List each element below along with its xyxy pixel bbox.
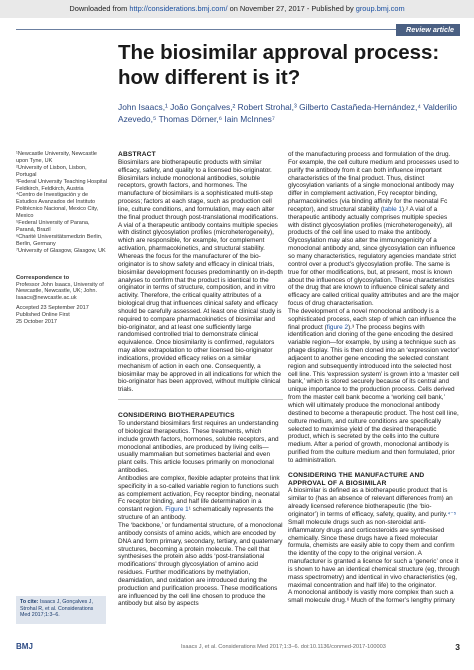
- paragraph: The ‘backbone,’ or fundamental structure, of a monoclonal antibody consists of amino acids, which are encoded by DNA and form primary, secondary, tertiary, and quaternary structures, becoming a protein molecule. The cell that synthesises the protein also adds ‘post-translational modifications’ through glycosylation of amino acid residues. Further modifications by methylation, deamidation, and oxidation are introduced during the production and purification process. These modifications are influenced by the cell line chosen to produce the antibody but also by aspects: [118, 521, 283, 608]
- download-middle: on November 27, 2017 - Published by: [227, 4, 356, 13]
- page-number: 3: [455, 642, 460, 652]
- paragraph-text: ).³ The process begins with identification and cloning of the gene encoding the desired variable region—for example, by using a technique such as phage display. This is then cloned into an ‘expression vector’ adjacent to another gene encoding the selected constant region and subsequently introduced into the selected host cell line. This ‘expression system’ is grown into a ‘master cell bank,’ which is stored securely because of its central and unique importance to the production process. Cells derived from the master cell bank become a ‘working cell bank,’ which will ultimately produce the monoclonal antibody destined to become a therapeutic product. The host cell line, culture medium, and culture conditions are specifically selected to maximise yield of the desired therapeutic product, which is secreted by the cells into the culture medium. After a period of growth, monoclonal antibody is purified from the culture medium and then formulated, prior to administration.: [288, 323, 460, 464]
- publisher-link[interactable]: group.bmj.com: [355, 4, 405, 13]
- paragraph: [118, 475, 283, 522]
- cite-text: Isaacs J, Gonçalves J, Strohal R, et al. Considerations Med 2017;1:3–6.: [20, 599, 94, 619]
- paragraph: [288, 151, 460, 237]
- section-heading-biotherapeutics: CONSIDERING BIOTHERAPEUTICS: [118, 412, 235, 420]
- left-column: [118, 151, 283, 608]
- paragraph: [288, 308, 460, 465]
- correspondence-heading: Correspondence to: [16, 274, 70, 281]
- right-column: [288, 151, 460, 605]
- paragraph: To understand biosimilars first requires an understanding of biological therapeutics. These treatments, which include growth factors, hormones, soluble receptors, and monoclonal antibodies, are produced by living cells—usually mammalian but sometimes bacterial and even plant cells. This article focuses primarily on monoclonal antibodies.: [118, 420, 279, 475]
- affiliation-5: ⁵Federal University of Parana, Paraná, Brazil: [16, 220, 90, 233]
- published-date: 25 October 2017: [16, 319, 57, 326]
- download-prefix: Downloaded from: [69, 4, 130, 13]
- accepted-date: Accepted 23 September 2017: [16, 305, 89, 312]
- affiliation-1: ¹Newcastle University, Newcastle upon Tyne, UK: [16, 151, 97, 164]
- reference-link[interactable]: ⁴⁻⁵: [447, 510, 457, 518]
- section-heading-manufacture: CONSIDERING THE MANUFACTURE AND APPROVAL OF A BIOSIMILAR: [288, 471, 425, 487]
- abstract-divider: [118, 399, 283, 400]
- article-title: The biosimilar approval process: how different is it?: [118, 41, 440, 89]
- paragraph-text: Small molecule drugs such as non-steroidal anti-inflammatory drugs and corticosteroids are synthesised chemically. Since these drugs have a fixed molecular formula, chemists are easily able to copy them and confirm the identity of the copy to the original version. A manufacturer is granted a licence for such a ‘generic’ once it is shown to have an identical chemical structure (eg, through mass spectrometry) and identical in vivo characteristics (eg, maximal concentration and half life) to the originator.: [288, 518, 460, 589]
- correspondence-body: Professor John Isaacs, University of Newcastle, Newcastle, UK; John. Isaacs@newcastle.ac.uk: [16, 281, 104, 302]
- paragraph-text: A biosimilar is defined as a biotherapeutic product that is similar to (has an absence of relevant differences from) an already licensed reference biotherapeutic (the ‘bio-originator’) in terms of efficacy, safety, quality, and purity.: [288, 487, 453, 518]
- abstract-heading: ABSTRACT: [118, 151, 156, 158]
- affiliation-3: ³Federal University Teaching Hospital Feldkirch, Feldkirch, Austria: [16, 178, 107, 192]
- paragraph-text: of the manufacturing process and formulation of the drug. For example, the cell culture medium and processes used to purify the antibody from it can both influence important characteristics of the final product. Thus, distinct glycosylation variants of a single monoclonal antibody may differ in complement activation, Fcγ receptor binding, pharmacokinetics (via binding affinity for the neonatal Fc receptor), and structural stability (: [288, 151, 459, 213]
- footer-citation: Isaacs J, et al. Considerations Med 2017;1:3–6. doi:10.1136/conmed-2017-100003: [181, 644, 386, 650]
- download-banner: [0, 0, 474, 18]
- affiliation-4: ⁴Centro de Investigación y de Estudios Avanzados del Instituto Politécnico Nacional, Mexico City, Mexico: [16, 192, 99, 220]
- paragraph-text: Antibodies are complex, flexible adapter proteins that link specificity in a so-called variable region to functions such as complement activation, Fcγ receptor binding, neonatal Fc receptor binding, and half life determination in a constant region.: [118, 474, 280, 514]
- paragraph-text: The development of a novel monoclonal antibody is a sophisticated process, each step of which can influence the final product (: [288, 307, 457, 331]
- affiliation-2: ²University of Lisbon, Lisbon, Portugal: [16, 164, 87, 178]
- abstract-text: Biosimilars are biotherapeutic products with similar efficacy, safety, and quality to a licensed bio-originator. Biosimilars include monoclonal antibodies, soluble receptors, growth factors, and hormones. The manufacture of biosimilars is a sophisticated multi-step process; factors at each stage, such as production cell line, culture conditions, and formulation, may each alter the final product through post-translational modifications. A vial of a therapeutic antibody contains multiple species with distinct glycosylation profiles (microheterogeneity), which are responsible, for example, for complement activation, pharmacokinetics, and structural stability. Whereas the focus for the manufacturer of the bio-originator is to show safety and efficacy in clinical trials, biosimilar development focuses predominantly on in-depth analyses to confirm that the product is identical to the originator in terms of structure, composition, and in vitro activity. Therefore, the critical quality attributes of a biological drug that influences clinical safety and efficacy should be carefully assessed. At least one clinical study is required to compare pharmacokinetics of biosimilar and bio-originator, and at least one sufficiently large randomised controlled trial to demonstrate clinical equivalence. Once biosimilarity is confirmed, regulators may allow extrapolation to other licensed bio-originator indications, provided efficacy relies on a similar mechanism of action in each one. Consequently, a biosimilar may be approved in all indications for which the bio-originator has been approved, without multiple clinical trials.: [118, 158, 283, 394]
- affiliation-7: ⁷University of Glasgow, Glasgow, UK: [16, 247, 106, 254]
- bmj-logo: BMJ: [16, 642, 33, 651]
- affiliation-6: ⁶Charité Universitätsmedizin Berlin, Berlin, Germany: [16, 233, 103, 247]
- section-header: [16, 24, 460, 36]
- affiliations-sidebar: [16, 151, 108, 326]
- published-label: Published Online First: [16, 312, 70, 319]
- figure-1-link[interactable]: Figure 1: [165, 506, 189, 514]
- section-rule: [16, 29, 460, 30]
- paragraph: Glycosylation may also alter the immunogenicity of a monoclonal antibody and, since glycosylation can influence so many characteristics, regulatory agencies mandate strict control over a product’s glycosylation profile. The same is true for other modifications, but, at present, most is known about the influences of glycosylation. These characteristics of the drug that are known to influence clinical safety and efficacy are called critical quality attributes and are the major focus of drug characterisation.: [288, 237, 460, 308]
- table-1-link[interactable]: table 1: [382, 205, 403, 213]
- paragraph: [288, 487, 460, 589]
- cite-label: To cite:: [20, 599, 39, 605]
- author-list: John Isaacs,¹ João Gonçalves,² Robert Strohal,³ Gilberto Castañeda-Hernández,⁴ Valderilio Azevedo,⁵ Thomas Dörner,⁶ Iain McInnes⁷: [118, 102, 458, 124]
- page-footer: [16, 640, 460, 654]
- paragraph: A monoclonal antibody is vastly more complex than such a small molecule drug.⁶ Much of the former’s lengthy primary: [288, 589, 455, 605]
- journal-site-link[interactable]: http://considerations.bmj.com/: [129, 4, 228, 13]
- article-type-tag: Review article: [396, 24, 460, 36]
- paragraph-text: ¹ schematically represents the structure of an antibody.: [118, 506, 274, 522]
- cite-box: [16, 596, 106, 624]
- figure-2-link[interactable]: figure 2: [326, 323, 349, 331]
- paragraph-text: ).² A vial of a therapeutic antibody actually comprises multiple species with distinct glycosylation profiles (microheterogeneity), all products of the cell line used to make the antibody.: [288, 205, 453, 237]
